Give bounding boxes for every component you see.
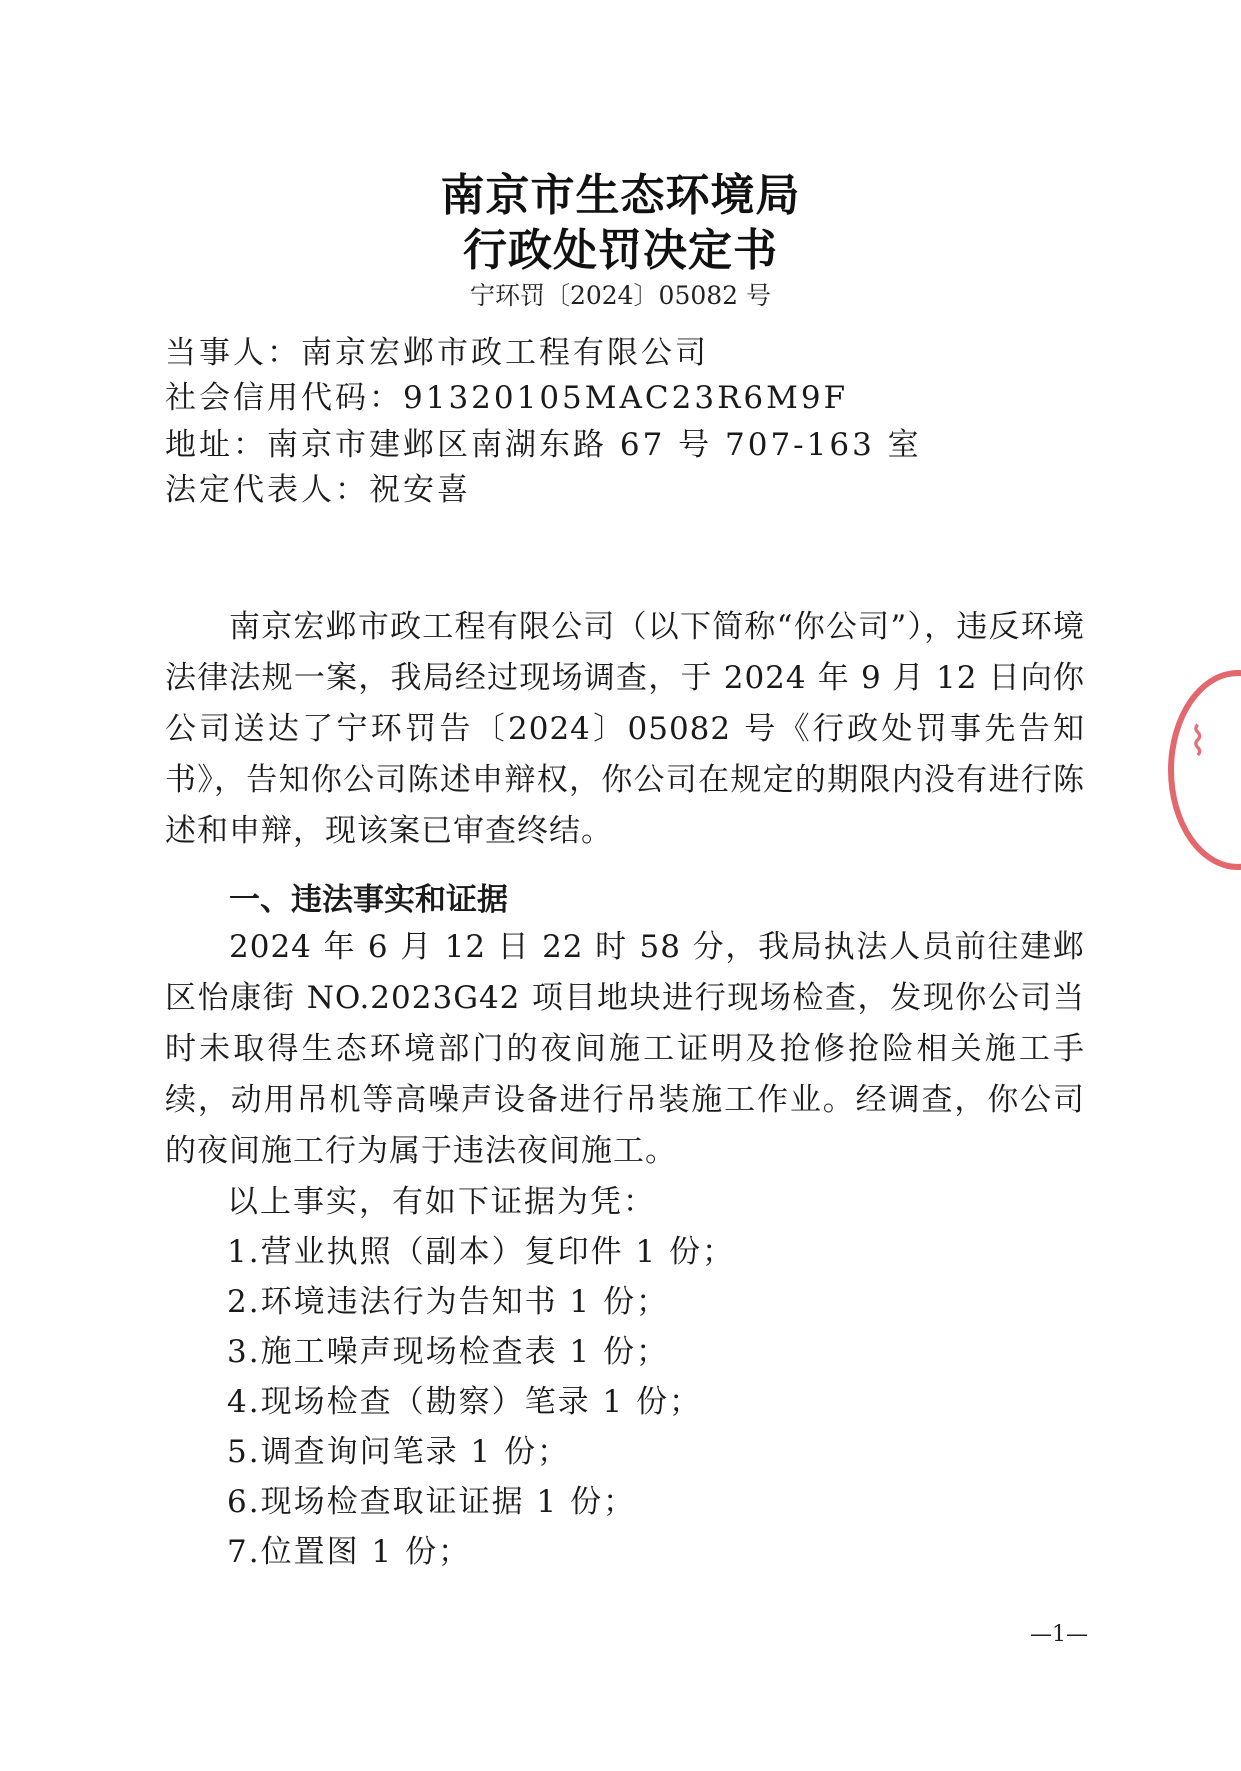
evidence-item: 6.现场检查取证证据 1 份； [227, 1484, 637, 1520]
evidence-intro: 以上事实，有如下证据为凭： [227, 1184, 656, 1220]
document-number: 宁环罚〔2024〕05082 号 [469, 281, 772, 310]
party-address: 地址：南京市建邺区南湖东路 67 号 707-163 室 [165, 427, 922, 463]
document-title-agency: 南京市生态环境局 [440, 170, 801, 221]
party-legal-representative: 法定代表人：祝安喜 [165, 472, 471, 508]
intro-paragraph: 南京宏邺市政工程有限公司（以下简称“你公司”），违反环境法律法规一案，我局经过现场调查，于 2024 年 9 月 12 日向你公司送达了宁环罚告〔2024〕05082 号《行政处罚事先告知书》，告知你公司陈述申辩权，你公司在规定的期限内没有进行陈述和申辩，现该案已审查终结。 [165, 609, 1085, 849]
facts-paragraph: 2024 年 6 月 12 日 22 时 58 分，我局执法人员前往建邺区怡康街 NO.2023G42 项目地块进行现场检查，发现你公司当时未取得生态环境部门的夜间施工证明及抢修抢险相关施工手续，动用吊机等高噪声设备进行吊装施工作业。经调查，你公司的夜间施工行为属于违法夜间施工。 [165, 929, 1085, 1169]
evidence-item: 7.位置图 1 份； [227, 1534, 472, 1570]
official-seal-stamp [1168, 670, 1241, 870]
party-name: 当事人：南京宏邺市政工程有限公司 [165, 335, 709, 371]
evidence-item: 4.现场检查（勘察）笔录 1 份； [227, 1384, 703, 1420]
page-number: —1— [1030, 1622, 1088, 1647]
seal-fragment: ⌇ [1188, 719, 1208, 765]
section-heading-facts: 一、违法事实和证据 [229, 882, 508, 918]
evidence-item: 3.施工噪声现场检查表 1 份； [227, 1334, 670, 1370]
evidence-item: 2.环境违法行为告知书 1 份； [227, 1284, 670, 1320]
document-title-type: 行政处罚决定书 [463, 225, 778, 276]
party-credit-code: 社会信用代码：91320105MAC23R6M9F [165, 380, 849, 416]
evidence-item: 5.调查询问笔录 1 份； [227, 1434, 571, 1470]
evidence-item: 1.营业执照（副本）复印件 1 份； [227, 1234, 736, 1270]
